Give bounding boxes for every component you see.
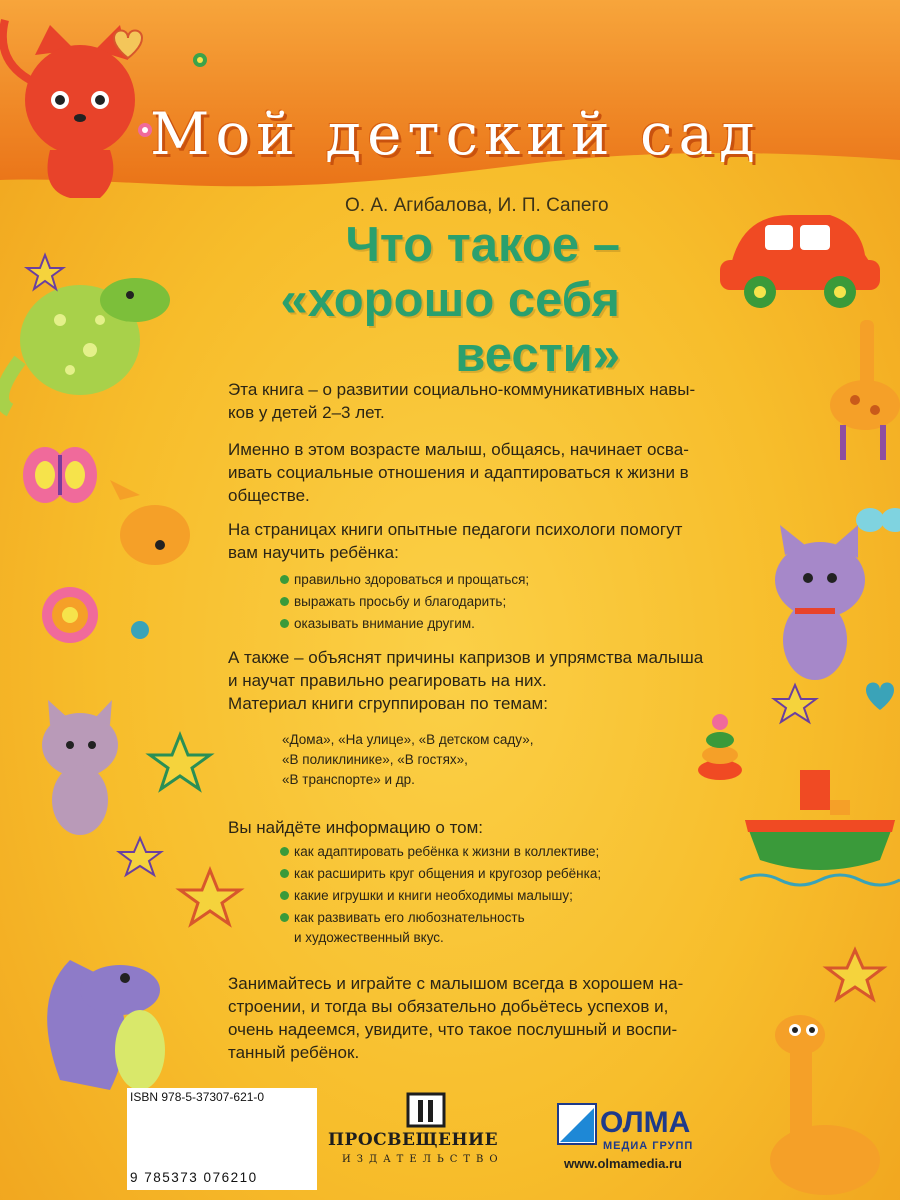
text-line: вам научить ребёнка:: [228, 543, 399, 562]
olma-logo-icon: [558, 1104, 596, 1144]
dragon-icon: [2, 278, 170, 410]
list-item-text: как расширить круг общения и кругозор ребёнка;: [294, 866, 602, 881]
fish-icon: [110, 480, 190, 565]
star-icon: [27, 255, 63, 289]
book-title-line: вести»: [455, 328, 620, 382]
book-title-line: Что такое –: [345, 218, 620, 272]
dinosaur-icon: [47, 960, 165, 1090]
olma-subtitle: МЕДИА ГРУПП: [603, 1140, 694, 1152]
topic-line: «В транспорте» и др.: [282, 772, 415, 787]
olma-logo-text: ОЛМА: [600, 1106, 691, 1139]
authors: О. А. Агибалова, И. П. Сапего: [345, 195, 609, 216]
list-item: [280, 842, 760, 862]
star-icon: [827, 950, 883, 999]
olma-url: www.olmamedia.ru: [564, 1156, 682, 1171]
giraffe-icon: [830, 320, 900, 460]
butterfly-icon: [23, 447, 97, 503]
list-item-text: как адаптировать ребёнка к жизни в коллективе;: [294, 844, 600, 859]
list-item: [280, 908, 760, 928]
series-title: Мой детский сад: [150, 100, 761, 168]
heart-icon: [131, 621, 149, 639]
cat-icon: [3, 20, 135, 198]
cat-icon: [775, 525, 865, 680]
publisher-logo-icon: [408, 1094, 444, 1126]
star-icon: [119, 838, 161, 875]
list-item: [280, 614, 760, 634]
paragraph-intro: [228, 378, 783, 424]
cat-icon: [42, 700, 118, 835]
text-line: и научат правильно реагировать на них.: [228, 671, 547, 690]
giraffe-icon: [770, 1015, 880, 1195]
info-list: [280, 842, 760, 950]
butterfly-icon: [856, 508, 900, 532]
topic-line: «Дома», «На улице», «В детском саду»,: [282, 732, 534, 747]
text-line: Материал книги сгруппирован по темам:: [228, 694, 548, 713]
bullet-icon: [280, 575, 289, 584]
car-icon: [720, 215, 880, 308]
bullet-icon: [280, 891, 289, 900]
text-line: На страницах книги опытные педагоги психологи помогут: [228, 520, 683, 539]
paragraph-also: [228, 646, 783, 715]
paragraph-info-heading: [228, 816, 783, 839]
text-line: Эта книга – о развитии социально-коммуникативных навы-: [228, 380, 696, 399]
book-title-line: «хорошо себя: [280, 273, 620, 327]
paragraph-closing: [228, 972, 783, 1064]
bullet-icon: [280, 913, 289, 922]
list-item-text: как развивать его любознательность: [294, 910, 525, 925]
isbn: ISBN 978-5-37307-621-0: [130, 1090, 265, 1104]
text-line: Вы найдёте информацию о том:: [228, 818, 484, 837]
bullet-icon: [280, 619, 289, 628]
list-item: [280, 570, 760, 590]
publisher-subtitle: ИЗДАТЕЛЬСТВО: [342, 1154, 504, 1165]
paragraph-age: [228, 438, 783, 507]
paragraph-teachers: [228, 518, 783, 564]
text-line: обществе.: [228, 486, 310, 505]
barcode-number: 9 785373 076210: [130, 1170, 258, 1185]
list-item-text: выражать просьбу и благодарить;: [294, 594, 507, 609]
skills-list: [280, 570, 760, 636]
bullet-icon: [280, 869, 289, 878]
list-item-text: правильно здороваться и прощаться;: [294, 572, 530, 587]
text-line: танный ребёнок.: [228, 1043, 360, 1062]
star-icon: [180, 870, 240, 924]
text-line: ков у детей 2–3 лет.: [228, 403, 385, 422]
list-item: [280, 886, 760, 906]
star-icon: [150, 735, 210, 789]
topics-list: [282, 730, 742, 790]
bullet-icon: [280, 597, 289, 606]
publisher-name: ПРОСВЕЩЕНИЕ: [328, 1130, 499, 1150]
list-item-text: оказывать внимание другим.: [294, 616, 475, 631]
flower-icon: [42, 587, 98, 643]
list-item-text: и художественный вкус.: [294, 930, 444, 945]
list-item: [280, 864, 760, 884]
text-line: ивать социальные отношения и адаптироваться к жизни в: [228, 463, 689, 482]
heart-icon: [866, 683, 894, 711]
text-line: А также – объяснят причины капризов и упрямства малыша: [228, 648, 704, 667]
text-line: Именно в этом возрасте малыш, общаясь, начинает осва-: [228, 440, 689, 459]
text-line: строении, и тогда вы обязательно добьётесь успехов и,: [228, 997, 669, 1016]
text-line: Занимайтесь и играйте с малышом всегда в хорошем на-: [228, 974, 684, 993]
book-title: [210, 218, 620, 383]
list-item: [280, 592, 760, 612]
topic-line: «В поликлинике», «В гостях»,: [282, 752, 468, 767]
list-item-continuation: [280, 928, 760, 948]
text-line: очень надеемся, увидите, что такое послушный и воспи-: [228, 1020, 678, 1039]
list-item-text: какие игрушки и книги необходимы малышу;: [294, 888, 573, 903]
bullet-icon: [280, 847, 289, 856]
